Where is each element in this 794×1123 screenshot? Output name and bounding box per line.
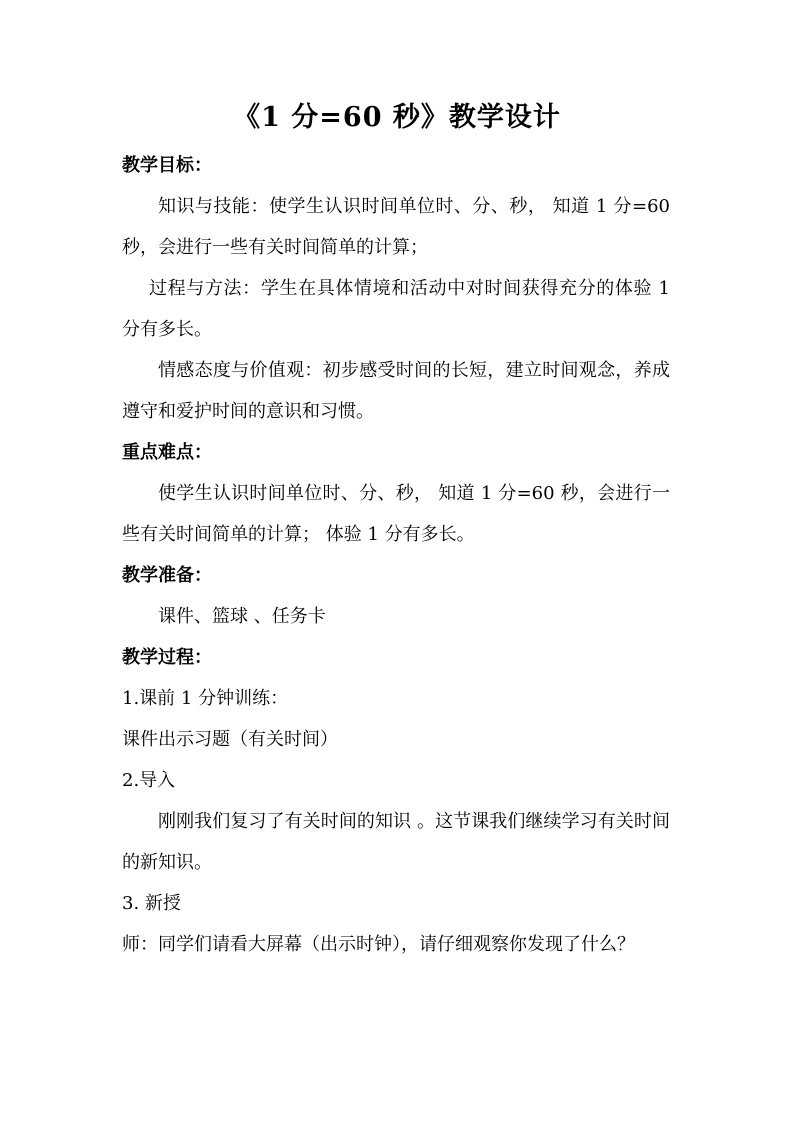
paragraph-knowledge-skills: 知识与技能：使学生认识时间单位时、分、秒， 知道 1 分=60 秒，会进行一些有关时间简单的计算； [122, 196, 670, 258]
process-line-warmup: 1.课前 1 分钟训练： [122, 688, 289, 709]
document-title: 《1 分=60 秒》教学设计 [233, 102, 561, 133]
paragraph-key-points: 使学生认识时间单位时、分、秒， 知道 1 分=60 秒，会进行一些有关时间简单的计算； 体验 1 分有多长。 [122, 483, 670, 545]
process-line-review: 刚刚我们复习了有关时间的知识 。这节课我们继续学习有关时间的新知识。 [122, 811, 670, 873]
section-heading-goals: 教学目标： [122, 155, 212, 176]
section-heading-preparation: 教学准备： [122, 565, 212, 586]
process-line-teacher-question: 师：同学们请看大屏幕（出示时钟），请仔细观察你发现了什么？ [122, 934, 635, 955]
paragraph-preparation: 课件、篮球 、任务卡 [158, 606, 326, 627]
paragraph-emotion-values: 情感态度与价值观：初步感受时间的长短，建立时间观念，养成遵守和爱护时间的意识和习惯。 [122, 360, 670, 422]
paragraph-process-method: 过程与方法：学生在具体情境和活动中对时间获得充分的体验 1 分有多长。 [122, 278, 670, 340]
process-line-intro: 2.导入 [122, 770, 176, 791]
document-body [122, 145, 670, 965]
process-line-new-lesson: 3. 新授 [122, 893, 181, 914]
section-heading-process: 教学过程： [122, 647, 212, 668]
process-line-exercise: 课件出示习题（有关时间） [122, 729, 338, 750]
section-heading-key-points: 重点难点： [122, 442, 212, 463]
